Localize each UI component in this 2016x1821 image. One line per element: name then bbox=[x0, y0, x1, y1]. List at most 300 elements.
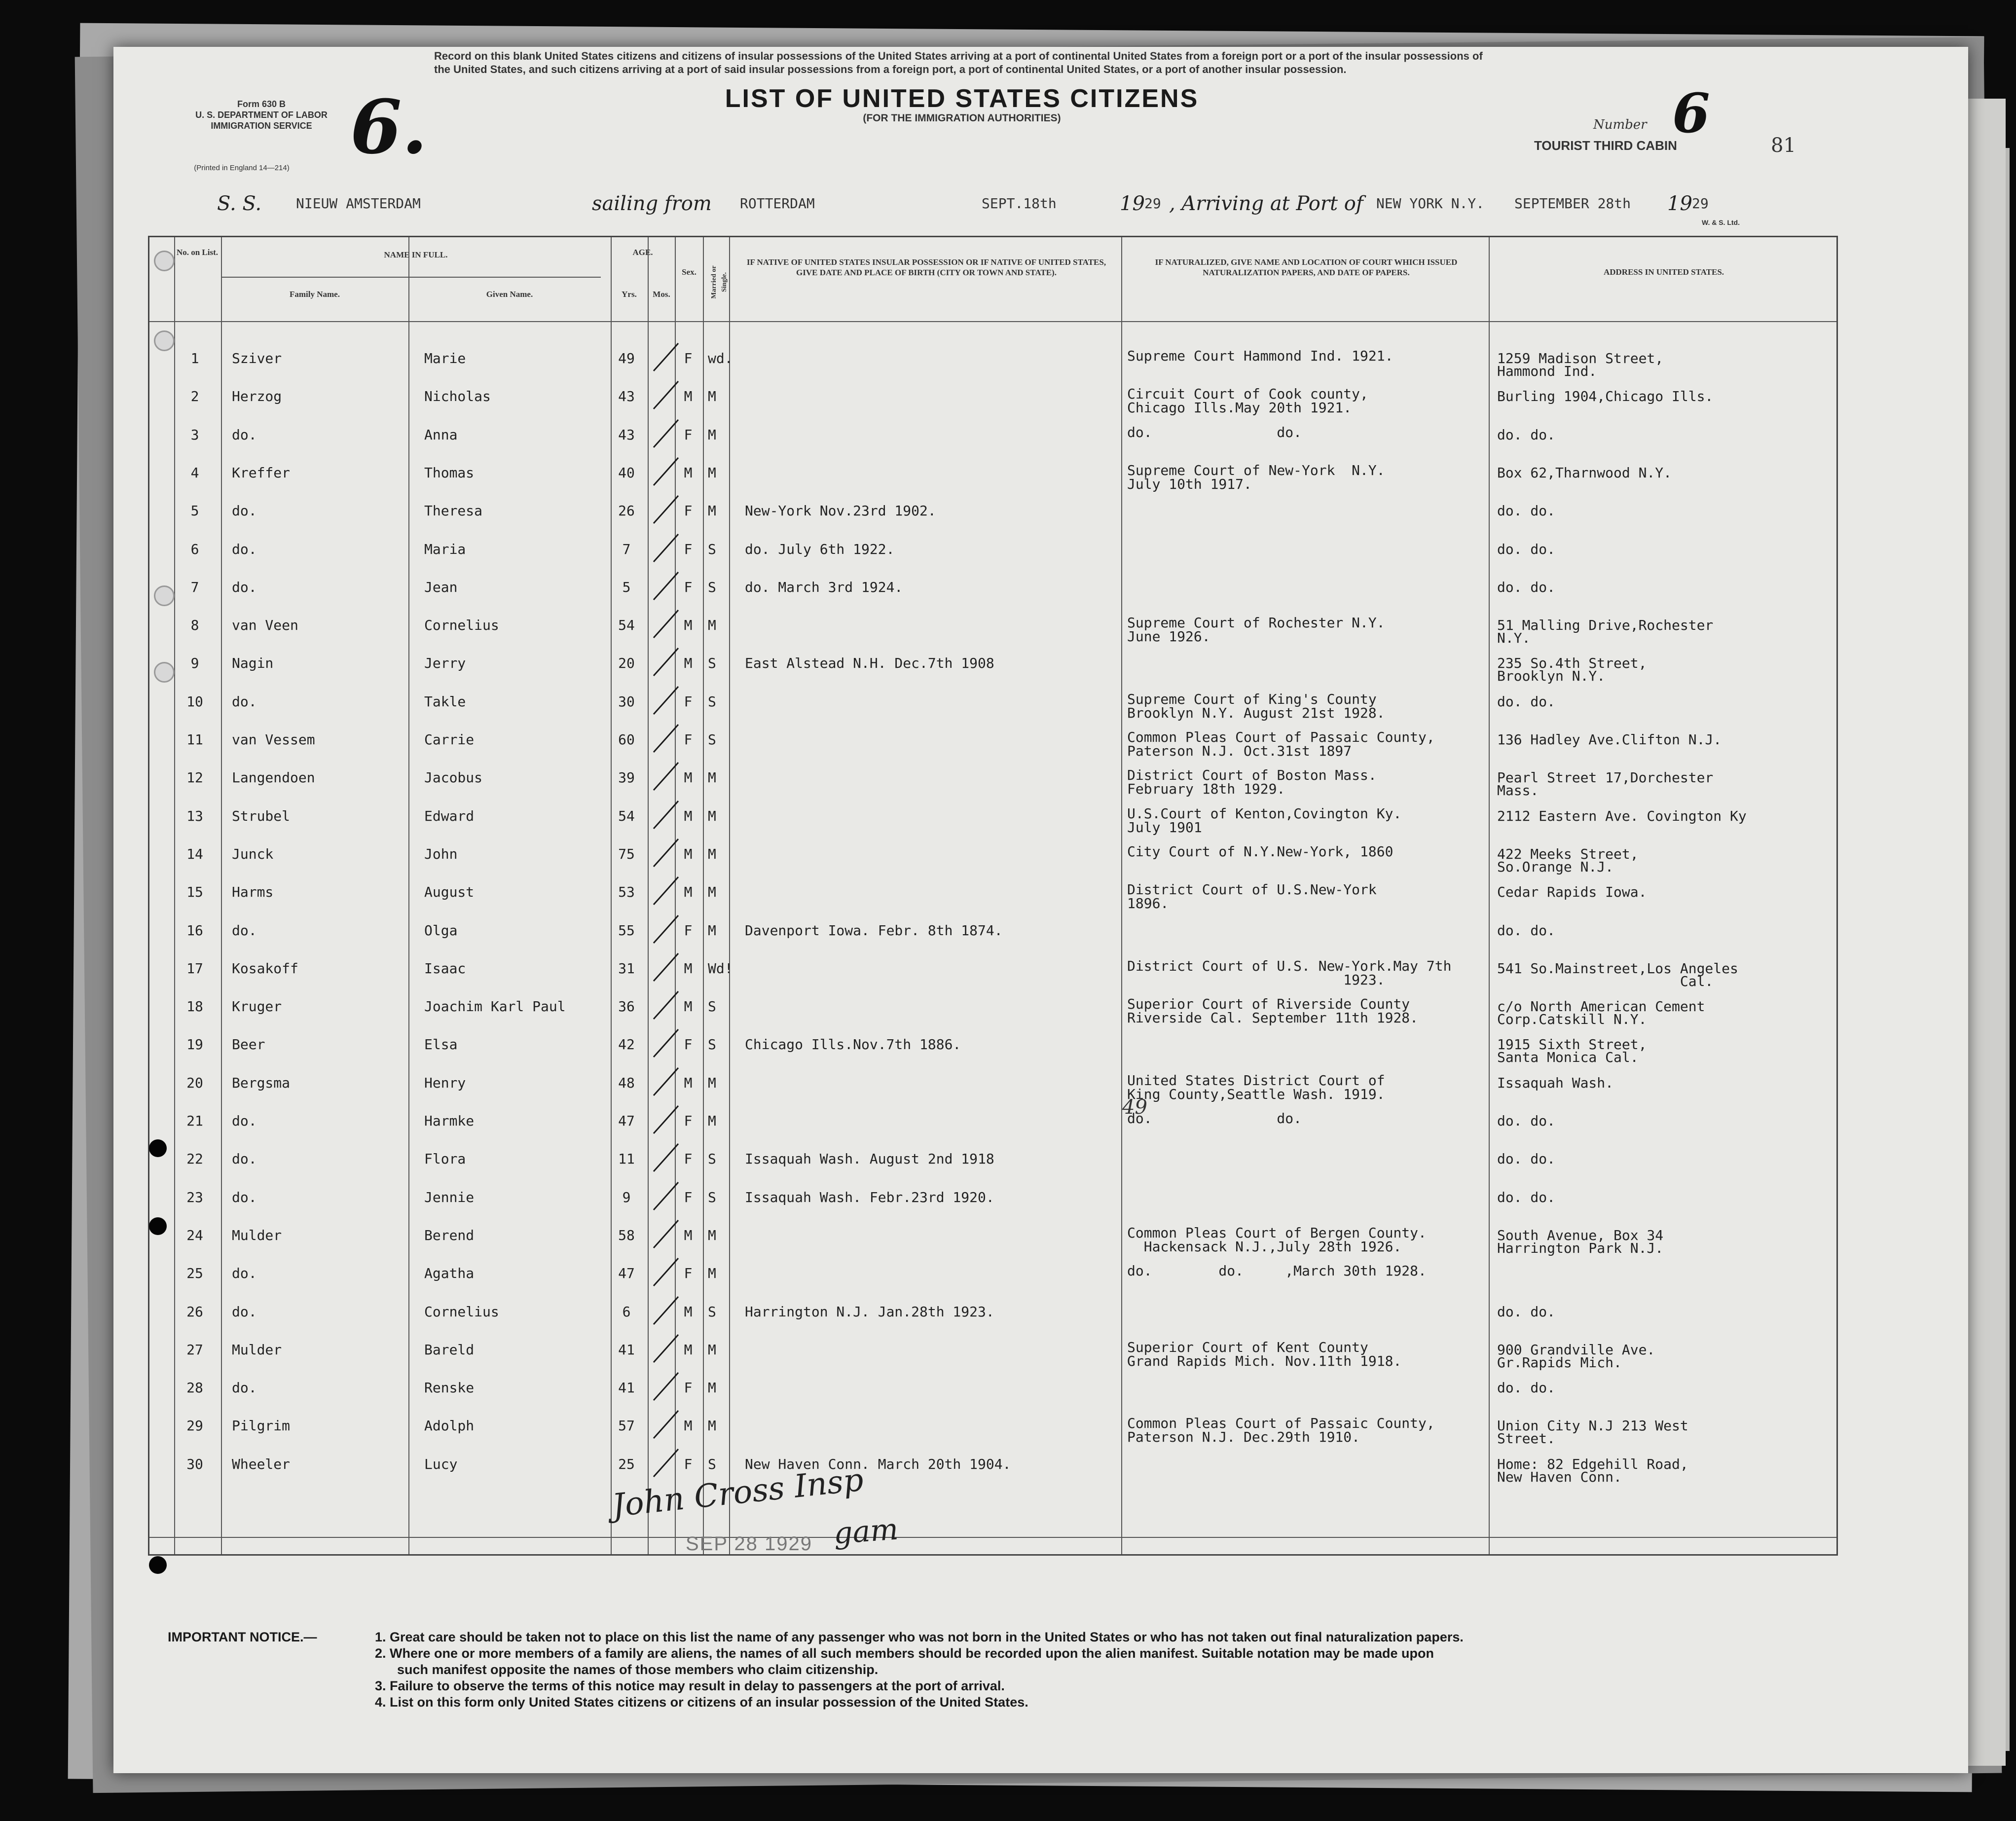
cell-family: do. bbox=[232, 693, 257, 710]
cell-ms: M bbox=[708, 1418, 716, 1434]
notice-item: 3. Failure to observe the terms of this notice may result in delay to passengers at the port of arrival. bbox=[375, 1678, 1005, 1693]
court-line: District Court of U.S. New-York.May 7th bbox=[1127, 957, 1452, 974]
cell-court bbox=[1127, 464, 1385, 491]
cell-age: 31 bbox=[618, 960, 635, 977]
cell-given: Renske bbox=[424, 1380, 475, 1396]
check-mark-icon bbox=[649, 340, 683, 375]
cell-given: Berend bbox=[424, 1227, 475, 1243]
cell-age: 58 bbox=[618, 1227, 635, 1243]
cell-no: 30 bbox=[186, 1456, 203, 1472]
table-row bbox=[148, 1189, 1835, 1227]
check-mark-icon bbox=[649, 1179, 683, 1214]
cell-family: Kosakoff bbox=[232, 960, 298, 977]
cell-ms: S bbox=[708, 998, 716, 1015]
cell-ms: M bbox=[708, 1341, 716, 1358]
arrival-date: SEPTEMBER 28th bbox=[1514, 195, 1631, 212]
cell-ms: M bbox=[708, 1074, 716, 1091]
page-subtitle: (FOR THE IMMIGRATION AUTHORITIES) bbox=[863, 112, 1061, 124]
cell-birth: Davenport Iowa. Febr. 8th 1874. bbox=[745, 922, 1003, 939]
cell-birth: Harrington N.J. Jan.28th 1923. bbox=[745, 1303, 994, 1320]
cell-sex: M bbox=[684, 807, 693, 824]
cell-sex: F bbox=[684, 693, 693, 710]
check-mark-icon bbox=[649, 1294, 683, 1328]
cell-ms: M bbox=[708, 464, 716, 481]
cell-no: 4 bbox=[190, 464, 199, 481]
cell-family: Pilgrim bbox=[232, 1418, 291, 1434]
table-row bbox=[148, 1110, 1835, 1150]
table-row bbox=[148, 1072, 1835, 1112]
cell-given: Theresa bbox=[424, 503, 483, 519]
cell-sex: M bbox=[684, 998, 693, 1015]
cell-addr: do. do. bbox=[1497, 1380, 1556, 1396]
cell-court bbox=[1127, 1341, 1401, 1368]
cell-court bbox=[1127, 959, 1451, 987]
cell-given: Jerry bbox=[424, 655, 466, 672]
table-row bbox=[148, 1380, 1835, 1417]
cell-sex: M bbox=[684, 769, 693, 786]
cell-family: Mulder bbox=[232, 1341, 282, 1358]
col-header-family: Family Name. bbox=[290, 290, 340, 299]
cell-age: 49 bbox=[618, 350, 635, 366]
cell-addr2: N.Y. bbox=[1497, 630, 1531, 647]
notice-label: IMPORTANT NOTICE.— bbox=[168, 1630, 317, 1644]
cell-ms: M bbox=[708, 503, 716, 519]
cell-given: Marie bbox=[424, 350, 466, 366]
check-mark-icon bbox=[649, 1026, 683, 1061]
cell-given: Harmke bbox=[424, 1113, 475, 1129]
ship-name: NIEUW AMSTERDAM bbox=[296, 195, 421, 212]
court-line: July 1901 bbox=[1127, 819, 1202, 836]
cell-age: 40 bbox=[618, 464, 635, 481]
cell-no: 10 bbox=[186, 693, 203, 710]
table-row bbox=[148, 579, 1835, 617]
cell-sex: F bbox=[684, 1380, 693, 1396]
cell-birth: do. March 3rd 1924. bbox=[745, 579, 903, 595]
cell-age: 30 bbox=[618, 693, 635, 710]
cell-family: Herzog bbox=[232, 388, 282, 405]
binder-hole bbox=[149, 1217, 167, 1235]
cell-sex: F bbox=[684, 922, 693, 939]
cell-age: 25 bbox=[618, 1456, 635, 1472]
cell-court bbox=[1127, 730, 1435, 758]
cell-ms: S bbox=[708, 1456, 716, 1472]
cell-no: 28 bbox=[186, 1380, 203, 1396]
cell-sex: M bbox=[684, 1303, 693, 1320]
check-mark-icon bbox=[649, 684, 683, 718]
cell-sex: F bbox=[684, 1036, 693, 1053]
table-row bbox=[148, 881, 1835, 921]
cell-age: 39 bbox=[618, 769, 635, 786]
court-line: July 10th 1917. bbox=[1127, 475, 1252, 492]
court-line: Hackensack N.J.,July 28th 1926. bbox=[1127, 1238, 1402, 1255]
cell-addr2: Street. bbox=[1497, 1430, 1556, 1447]
cell-sex: M bbox=[684, 1227, 693, 1243]
court-line: U.S.Court of Kenton,Covington Ky. bbox=[1127, 805, 1402, 822]
cell-age: 75 bbox=[618, 845, 635, 862]
table-row bbox=[148, 1304, 1835, 1341]
cell-sex: M bbox=[684, 884, 693, 901]
initials: gam bbox=[832, 1512, 900, 1551]
cell-addr2: Brooklyn N.Y. bbox=[1497, 668, 1606, 685]
cell-no: 27 bbox=[186, 1341, 203, 1358]
court-line: Superior Court of Riverside County bbox=[1127, 996, 1410, 1013]
cell-ms: M bbox=[708, 388, 716, 405]
cell-addr: Burling 1904,Chicago Ills. bbox=[1497, 388, 1714, 405]
cell-given: Edward bbox=[424, 807, 475, 824]
cell-birth: do. July 6th 1922. bbox=[745, 541, 895, 557]
cell-court bbox=[1127, 387, 1368, 415]
cell-addr: do. do. bbox=[1497, 1189, 1556, 1205]
court-line: Chicago Ills.May 20th 1921. bbox=[1127, 400, 1352, 416]
cell-addr: do. do. bbox=[1497, 1113, 1556, 1129]
cell-addr2: Santa Monica Cal. bbox=[1497, 1049, 1639, 1066]
cell-birth: Issaquah Wash. Febr.23rd 1920. bbox=[745, 1189, 994, 1205]
cell-addr: do. do. bbox=[1497, 922, 1556, 939]
binder-hole bbox=[154, 662, 175, 683]
binder-hole bbox=[154, 585, 175, 606]
cell-sex: M bbox=[684, 845, 693, 862]
cell-addr: c/o North American Cement bbox=[1497, 998, 1705, 1015]
cell-ms: M bbox=[708, 807, 716, 824]
cell-court bbox=[1127, 1417, 1435, 1444]
handwritten-number: 6. bbox=[350, 84, 428, 171]
cell-family: do. bbox=[232, 1303, 257, 1320]
cell-family: Harms bbox=[232, 884, 274, 901]
col-header-given: Given Name. bbox=[486, 290, 533, 299]
cell-family: Bergsma bbox=[232, 1074, 291, 1091]
check-mark-icon bbox=[649, 607, 683, 642]
cell-ms: M bbox=[708, 922, 716, 939]
court-line: do. do. ,March 30th 1928. bbox=[1127, 1263, 1427, 1279]
court-line: Grand Rapids Mich. Nov.11th 1918. bbox=[1127, 1352, 1402, 1369]
cell-family: Wheeler bbox=[232, 1456, 291, 1472]
cell-family: Sziver bbox=[232, 350, 282, 366]
cell-ms: M bbox=[708, 1380, 716, 1396]
cell-court bbox=[1127, 1112, 1302, 1126]
cell-no: 17 bbox=[186, 960, 203, 977]
cell-addr: 51 Malling Drive,Rochester bbox=[1497, 617, 1714, 634]
table-row bbox=[148, 1456, 1835, 1493]
cell-addr2: New Haven Conn. bbox=[1497, 1468, 1622, 1485]
cell-addr: do. do. bbox=[1497, 426, 1556, 443]
sailing-label: sailing from bbox=[592, 192, 712, 215]
cell-family: do. bbox=[232, 503, 257, 519]
cell-given: Adolph bbox=[424, 1418, 475, 1434]
cell-age: 7 bbox=[622, 541, 631, 557]
cell-sex: F bbox=[684, 503, 693, 519]
court-line: 1896. bbox=[1127, 895, 1169, 912]
check-mark-icon bbox=[649, 1065, 683, 1099]
cell-given: Takle bbox=[424, 693, 466, 710]
page-title: LIST OF UNITED STATES CITIZENS bbox=[725, 84, 1199, 113]
cell-family: do. bbox=[232, 541, 257, 557]
cell-ms: S bbox=[708, 1303, 716, 1320]
col-header-married: Married or Single. bbox=[710, 265, 728, 299]
check-mark-icon bbox=[649, 1217, 683, 1252]
cell-addr2: So.Orange N.J. bbox=[1497, 858, 1614, 875]
departure-year: 29 bbox=[1144, 195, 1161, 212]
cell-court bbox=[1127, 1264, 1427, 1278]
cell-ms: M bbox=[708, 1227, 716, 1243]
cell-birth: New Haven Conn. March 20th 1904. bbox=[745, 1456, 1011, 1472]
cell-no: 20 bbox=[186, 1074, 203, 1091]
col-header-no: No. on List. bbox=[176, 248, 219, 257]
departure-date: SEPT.18th bbox=[982, 195, 1057, 212]
arriving-label: , Arriving at Port of bbox=[1169, 192, 1363, 215]
cell-no: 29 bbox=[186, 1418, 203, 1434]
cell-addr: 2112 Eastern Ave. Covington Ky bbox=[1497, 807, 1747, 824]
cell-ms: Wd! bbox=[708, 960, 733, 977]
cell-age: 57 bbox=[618, 1418, 635, 1434]
col-header-native: IF NATIVE OF UNITED STATES INSULAR POSSESSION OR IF NATIVE OF UNITED STATES, GIVE DATE AND PLACE OF BIRTH (CITY OR TOWN AND STATE). bbox=[746, 257, 1106, 277]
cell-family: van Veen bbox=[232, 617, 298, 634]
table-row bbox=[148, 1339, 1835, 1379]
table-row bbox=[148, 503, 1835, 540]
cell-addr: do. do. bbox=[1497, 1303, 1556, 1320]
check-mark-icon bbox=[649, 1446, 683, 1481]
cell-birth: East Alstead N.H. Dec.7th 1908 bbox=[745, 655, 994, 672]
cell-given: Isaac bbox=[424, 960, 466, 977]
cell-family: do. bbox=[232, 579, 257, 595]
cell-given: Bareld bbox=[424, 1341, 475, 1358]
table-row bbox=[148, 922, 1835, 960]
cell-sex: F bbox=[684, 1456, 693, 1472]
cell-ms: M bbox=[708, 426, 716, 443]
cell-no: 9 bbox=[190, 655, 199, 672]
court-line: Paterson N.J. Dec.29th 1910. bbox=[1127, 1429, 1360, 1446]
cell-no: 23 bbox=[186, 1189, 203, 1205]
department: U. S. DEPARTMENT OF LABOR bbox=[195, 110, 328, 120]
cell-sex: F bbox=[684, 426, 693, 443]
court-line: Paterson N.J. Oct.31st 1897 bbox=[1127, 743, 1352, 759]
cell-ms: S bbox=[708, 655, 716, 672]
cell-family: Strubel bbox=[232, 807, 291, 824]
cell-addr2: Cal. bbox=[1497, 973, 1714, 989]
cell-given: Anna bbox=[424, 426, 458, 443]
court-line: Supreme Court of Rochester N.Y. bbox=[1127, 615, 1385, 631]
table-row bbox=[148, 805, 1835, 845]
court-line: do. do. bbox=[1127, 1110, 1302, 1127]
cell-no: 12 bbox=[186, 769, 203, 786]
cell-ms: S bbox=[708, 1189, 716, 1205]
court-line: Supreme Court of King's County bbox=[1127, 691, 1377, 707]
cell-family: do. bbox=[232, 1113, 257, 1129]
court-line: do. do. bbox=[1127, 424, 1302, 440]
table-row bbox=[148, 655, 1835, 692]
cell-family: Kruger bbox=[232, 998, 282, 1015]
cell-addr: do. do. bbox=[1497, 1151, 1556, 1167]
col-header-naturalized: IF NATURALIZED, GIVE NAME AND LOCATION OF COURT WHICH ISSUED NATURALIZATION PAPERS, AND DATE OF PAPERS. bbox=[1155, 257, 1458, 277]
cell-sex: M bbox=[684, 1418, 693, 1434]
check-mark-icon bbox=[649, 1141, 683, 1175]
cell-sex: M bbox=[684, 388, 693, 405]
court-line: Supreme Court of New-York N.Y. bbox=[1127, 462, 1385, 478]
cell-given: Elsa bbox=[424, 1036, 458, 1053]
check-mark-icon bbox=[649, 798, 683, 833]
cell-given: Carrie bbox=[424, 731, 475, 748]
cell-family: Beer bbox=[232, 1036, 265, 1053]
cell-given: Maria bbox=[424, 541, 466, 557]
cell-addr: do. do. bbox=[1497, 693, 1556, 710]
cell-no: 21 bbox=[186, 1113, 203, 1129]
cell-no: 22 bbox=[186, 1151, 203, 1167]
cell-addr: do. do. bbox=[1497, 579, 1556, 595]
table-row bbox=[148, 541, 1835, 579]
cell-family: do. bbox=[232, 922, 257, 939]
court-line: Common Pleas Court of Bergen County. bbox=[1127, 1224, 1427, 1241]
court-line: Supreme Court Hammond Ind. 1921. bbox=[1127, 348, 1393, 364]
cell-no: 1 bbox=[190, 350, 199, 366]
table-row bbox=[148, 617, 1835, 655]
departure-year-prefix: 19 bbox=[1120, 192, 1145, 215]
check-mark-icon bbox=[649, 950, 683, 985]
cell-ms: M bbox=[708, 1113, 716, 1129]
cell-age: 41 bbox=[618, 1380, 635, 1396]
cell-addr: South Avenue, Box 34 bbox=[1497, 1227, 1664, 1243]
table-row bbox=[148, 1415, 1835, 1455]
notice-item: 1. Great care should be taken not to place on this list the name of any passenger who was not born in the United States or who has not taken out final naturalization papers. bbox=[375, 1630, 1464, 1644]
cell-sex: F bbox=[684, 1189, 693, 1205]
check-mark-icon bbox=[649, 988, 683, 1023]
cell-addr2: Hammond Ind. bbox=[1497, 363, 1597, 379]
page-number: 81 bbox=[1771, 134, 1796, 157]
cell-court bbox=[1127, 616, 1385, 644]
cell-ms: S bbox=[708, 731, 716, 748]
cell-addr: 136 Hadley Ave.Clifton N.J. bbox=[1497, 731, 1722, 748]
cell-sex: F bbox=[684, 579, 693, 595]
table-row bbox=[148, 843, 1835, 883]
col-header-address: ADDRESS IN UNITED STATES. bbox=[1603, 267, 1724, 277]
cell-no: 2 bbox=[190, 388, 199, 405]
cell-court bbox=[1127, 1074, 1385, 1101]
table-row bbox=[148, 1265, 1835, 1303]
binder-hole bbox=[149, 1556, 167, 1574]
cell-addr2: Harrington Park N.J. bbox=[1497, 1239, 1664, 1256]
cell-given: Thomas bbox=[424, 464, 475, 481]
cell-court bbox=[1127, 883, 1377, 910]
table-row bbox=[148, 1224, 1835, 1265]
cell-family: van Vessem bbox=[232, 731, 315, 748]
table-row bbox=[148, 350, 1835, 388]
arrival-port: NEW YORK N.Y. bbox=[1376, 195, 1485, 212]
cell-court bbox=[1127, 349, 1393, 363]
cell-sex: F bbox=[684, 1151, 693, 1167]
cell-sex: F bbox=[684, 541, 693, 557]
notice-item: 2. Where one or more members of a family are aliens, the names of all such members should be recorded upon the alien manifest. Suitable notation may be made upon bbox=[375, 1646, 1434, 1661]
cell-age: 41 bbox=[618, 1341, 635, 1358]
cell-age: 55 bbox=[618, 922, 635, 939]
col-header-yrs: Yrs. bbox=[622, 290, 637, 299]
cell-birth: Chicago Ills.Nov.7th 1886. bbox=[745, 1036, 961, 1053]
cell-court bbox=[1127, 426, 1302, 439]
cell-given: Jacobus bbox=[424, 769, 483, 786]
cell-addr: 422 Meeks Street, bbox=[1497, 845, 1639, 862]
cell-addr: 541 So.Mainstreet,Los Angeles bbox=[1497, 960, 1738, 977]
notice-items bbox=[375, 1629, 1855, 1711]
cell-given: Cornelius bbox=[424, 1303, 499, 1320]
cell-age: 54 bbox=[618, 807, 635, 824]
notice-item: 4. List on this form only United States citizens or citizens of an insular possession of the United States. bbox=[375, 1695, 1028, 1710]
court-line: Brooklyn N.Y. August 21st 1928. bbox=[1127, 704, 1385, 721]
cell-ms: M bbox=[708, 617, 716, 634]
date-stamp: SEP 28 1929 bbox=[686, 1533, 813, 1555]
court-line: February 18th 1929. bbox=[1127, 781, 1285, 798]
cell-family: do. bbox=[232, 426, 257, 443]
cell-birth: New-York Nov.23rd 1902. bbox=[745, 503, 936, 519]
printer-note: (Printed in England 14—214) bbox=[194, 164, 290, 172]
cell-addr2: Gr.Rapids Mich. bbox=[1497, 1354, 1622, 1371]
cell-sex: M bbox=[684, 960, 693, 977]
cell-no: 13 bbox=[186, 807, 203, 824]
cell-sex: F bbox=[684, 1113, 693, 1129]
cell-addr: 900 Grandville Ave. bbox=[1497, 1341, 1655, 1358]
cell-ms: M bbox=[708, 1265, 716, 1282]
cell-no: 14 bbox=[186, 845, 203, 862]
check-mark-icon bbox=[649, 722, 683, 756]
cell-addr: 1915 Sixth Street, bbox=[1497, 1036, 1647, 1053]
col-header-sex: Sex. bbox=[682, 267, 696, 277]
cell-age: 11 bbox=[618, 1151, 635, 1167]
port-of-departure: ROTTERDAM bbox=[740, 195, 815, 212]
printer-mark: W. & S. Ltd. bbox=[1702, 219, 1740, 226]
cell-given: Olga bbox=[424, 922, 458, 939]
check-mark-icon bbox=[649, 1103, 683, 1137]
table-row bbox=[148, 1151, 1835, 1188]
cell-addr2: Corp.Catskill N.Y. bbox=[1497, 1011, 1647, 1028]
cell-ms: S bbox=[708, 693, 716, 710]
table-row bbox=[148, 957, 1835, 998]
check-mark-icon bbox=[649, 760, 683, 794]
court-line: District Court of Boston Mass. bbox=[1127, 767, 1377, 784]
cell-court bbox=[1127, 692, 1385, 720]
table-row bbox=[148, 388, 1835, 426]
binder-hole bbox=[154, 251, 175, 271]
court-line: City Court of N.Y.New-York, 1860 bbox=[1127, 843, 1393, 860]
cell-ms: wd. bbox=[708, 350, 733, 366]
check-mark-icon bbox=[649, 1408, 683, 1442]
cell-court bbox=[1127, 997, 1418, 1025]
check-mark-icon bbox=[649, 874, 683, 909]
check-mark-icon bbox=[649, 1255, 683, 1290]
inspector-signature: John Cross Insp bbox=[610, 1461, 865, 1525]
cell-addr2: Mass. bbox=[1497, 782, 1539, 799]
margin-note: 49 bbox=[1122, 1096, 1147, 1119]
court-line: United States District Court of bbox=[1127, 1072, 1385, 1089]
cell-birth: Issaquah Wash. August 2nd 1918 bbox=[745, 1151, 994, 1167]
table-row bbox=[148, 731, 1835, 769]
cell-given: August bbox=[424, 884, 475, 901]
form-number: Form 630 B bbox=[237, 99, 286, 109]
cell-family: Nagin bbox=[232, 655, 274, 672]
court-line: Superior Court of Kent County bbox=[1127, 1339, 1368, 1355]
cell-addr: Issaquah Wash. bbox=[1497, 1074, 1614, 1091]
cell-age: 20 bbox=[618, 655, 635, 672]
cell-no: 25 bbox=[186, 1265, 203, 1282]
cell-sex: M bbox=[684, 655, 693, 672]
cell-sex: M bbox=[684, 464, 693, 481]
cell-no: 3 bbox=[190, 426, 199, 443]
court-line: June 1926. bbox=[1127, 628, 1210, 645]
binder-hole bbox=[149, 1139, 167, 1157]
service: IMMIGRATION SERVICE bbox=[211, 121, 312, 131]
table-row bbox=[148, 1036, 1835, 1074]
table-row bbox=[148, 693, 1835, 731]
cell-given: Lucy bbox=[424, 1456, 458, 1472]
number-label: Number bbox=[1593, 117, 1647, 132]
cell-no: 18 bbox=[186, 998, 203, 1015]
cell-addr: 235 So.4th Street, bbox=[1497, 655, 1647, 672]
cell-no: 11 bbox=[186, 731, 203, 748]
